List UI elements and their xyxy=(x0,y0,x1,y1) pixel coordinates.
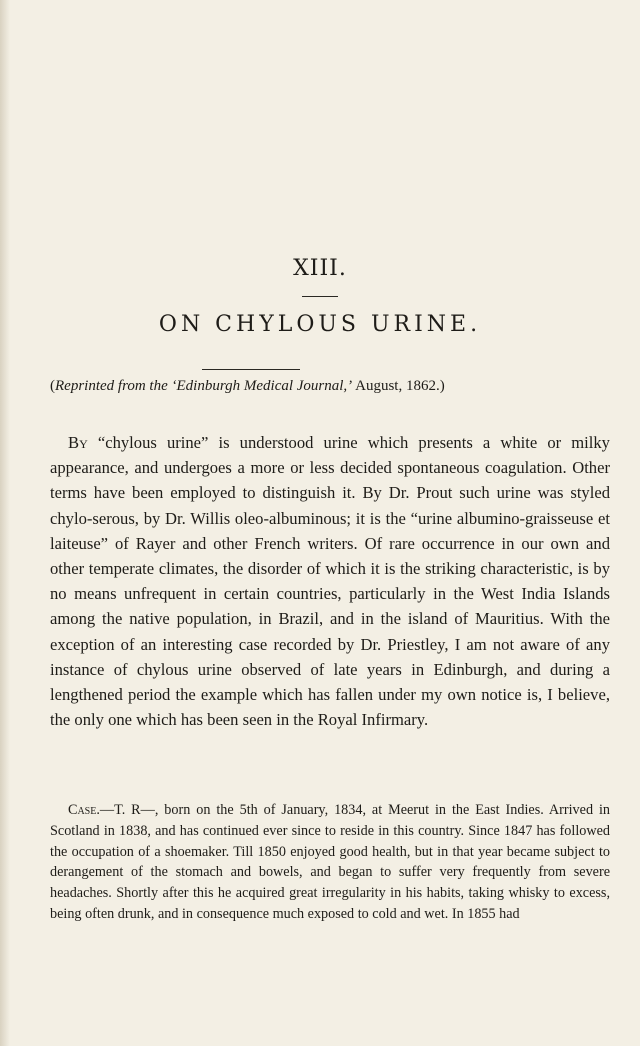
paragraph-lead-word: By xyxy=(68,433,88,452)
intro-paragraph xyxy=(50,430,610,732)
page-title: ON CHYLOUS URINE. xyxy=(158,312,482,337)
chapter-number: XIII. xyxy=(293,256,347,281)
reprint-date: August, 1862. xyxy=(355,378,440,394)
case-text: —T. R—, born on the 5th of January, 1834, at Meerut in the East Indies. Arrived in Scotland in 1838, and has continued ever since to reside in this country. Since 1847 has followed the occupation of a shoemaker. Till 1850 enjoyed good health, but in that year became subject to derangement of the stomach and bowels, and began to suffer very frequently from severe headaches. Shortly after this he acquired great irregularity in his habits, taking whisky to excess, being often drunk, and in consequence much exposed to cold and wet. In 1855 had xyxy=(50,802,610,922)
page-edge-shadow xyxy=(0,0,10,1046)
case-paragraph xyxy=(50,800,610,925)
reprint-open: ( xyxy=(50,378,55,394)
case-lead-word: Case. xyxy=(68,802,100,818)
reprint-rule xyxy=(202,369,300,370)
reprint-note xyxy=(50,378,610,395)
reprint-prefix: Reprinted from the xyxy=(55,378,168,394)
reprint-close: ) xyxy=(439,378,445,394)
reprint-journal: ‘Edinburgh Medical Journal,’ xyxy=(171,378,353,394)
chapter-rule xyxy=(302,296,338,297)
paragraph-text: “chylous urine” is understood urine which presents a white or milky appearance, and undergoes a more or less decided spontaneous coagulation. Other terms have been employed to distinguish it. By Dr. Prout such urine was styled chylo-serous, by Dr. Willis oleo-albuminous; it is the “urine albumino-graisseuse et laiteuse” of Rayer and other French writers. Of rare occurrence in our own and other temperate climates, the disorder of which it is the striking characteristic, is by no means unfrequent in certain countries, particularly in the West India Islands among the native population, in Brazil, and in the island of Mauritius. With the exception of an interesting case recorded by Dr. Priestley, I am not aware of any instance of chylous urine observed of late years in Edinburgh, and during a lengthened period the example which has fallen under my own notice is, I believe, the only one which has been seen in the Royal Infirmary. xyxy=(50,433,610,730)
